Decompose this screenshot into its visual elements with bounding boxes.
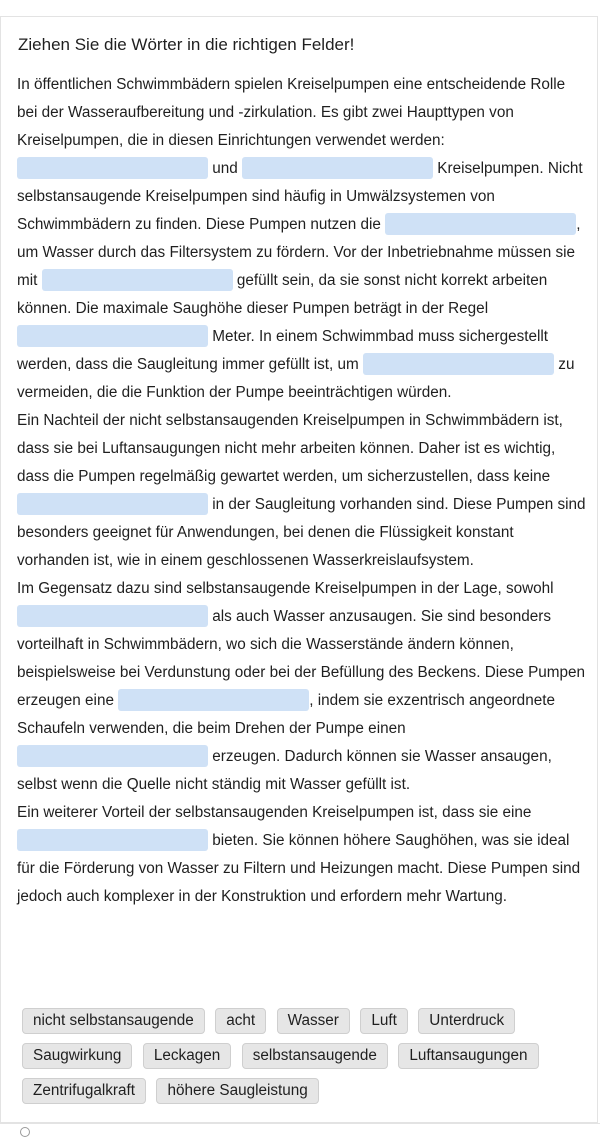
drop-gap-7[interactable]: [17, 493, 208, 515]
drop-gap-1[interactable]: [17, 157, 208, 179]
word-chip-saugwirkung[interactable]: Saugwirkung: [22, 1043, 132, 1069]
drop-gap-4[interactable]: [42, 269, 233, 291]
drop-gap-3[interactable]: [385, 213, 576, 235]
text-segment: Ein weiterer Vorteil der selbstansaugenden Kreiselpumpen ist, dass sie eine: [17, 804, 532, 821]
word-chip-hoehere-saugleistung[interactable]: höhere Saugleistung: [156, 1078, 318, 1104]
drop-gap-9[interactable]: [118, 689, 309, 711]
paragraph-3: [17, 575, 589, 799]
text-segment: bieten. Sie können höhere Saughöhen, was sie ideal für die Förderung von Wasser zu Filtern und Heizungen macht. Diese Pumpen sind jedoch auch komplexer in der Konstruktion und erfordern mehr Wartung.: [17, 832, 581, 905]
text-segment: als auch Wasser anzusaugen. Sie sind besonders vorteilhaft in Schwimmbädern, wo sich die Wasserstände ändern können, beispielsweise bei Verdunstung oder bei der Befüllung des Beckens. Diese Pumpen erzeugen eine: [17, 608, 586, 709]
word-chip-zentrifugalkraft[interactable]: Zentrifugalkraft: [22, 1078, 146, 1104]
paragraph-2: [17, 407, 589, 575]
drop-gap-5[interactable]: [17, 325, 208, 347]
drop-gap-11[interactable]: [17, 829, 208, 851]
word-chip-unterdruck[interactable]: Unterdruck: [418, 1008, 515, 1034]
word-chip-selbstansaugende[interactable]: selbstansaugende: [242, 1043, 388, 1069]
word-chip-wasser[interactable]: Wasser: [277, 1008, 350, 1034]
word-chip-luft[interactable]: Luft: [360, 1008, 408, 1034]
text-segment: gefüllt sein, da sie sonst nicht korrekt arbeiten können. Die maximale Saughöhe dieser Pumpen beträgt in der Regel: [17, 272, 548, 317]
exercise-title: Ziehen Sie die Wörter in die richtigen Felder!: [18, 35, 355, 54]
text-segment: zu vermeiden, die die Funktion der Pumpe beeinträchtigen würden.: [17, 356, 575, 401]
text-segment: Im Gegensatz dazu sind selbstansaugende Kreiselpumpen in der Lage, sowohl: [17, 580, 554, 597]
text-segment: Meter. In einem Schwimmbad muss sichergestellt werden, dass die Saugleitung immer gefüllt ist, um: [17, 328, 549, 373]
word-bank: [22, 1008, 582, 1113]
paragraph-1: [17, 71, 589, 407]
word-chip-nicht-selbstansaugende[interactable]: nicht selbstansaugende: [22, 1008, 205, 1034]
text-segment: Ein Nachteil der nicht selbstansaugenden Kreiselpumpen in Schwimmbädern ist, dass sie bei Luftansaugungen nicht mehr arbeiten können. Daher ist es wichtig, dass die Pumpen regelmäßig gewartet werden, um sicherzustellen, dass keine: [17, 412, 563, 485]
text-segment: Kreiselpumpen. Nicht selbstansaugende Kreiselpumpen sind häufig in Umwälzsystemen von Schwimmbädern zu finden. Diese Pumpen nutzen die: [17, 160, 583, 233]
text-segment: In öffentlichen Schwimmbädern spielen Kreiselpumpen eine entscheidende Rolle bei der Wasseraufbereitung und -zirkulation. Es gibt zwei Haupttypen von Kreiselpumpen, die in diesen Einrichtungen verwendet werden:: [17, 76, 566, 149]
word-chip-acht[interactable]: acht: [215, 1008, 266, 1034]
text-segment: und: [208, 160, 243, 177]
text-segment: , indem sie exzentrisch angeordnete Schaufeln verwenden, die beim Drehen der Pumpe einen: [17, 692, 555, 737]
circle-icon: [20, 1127, 30, 1137]
drop-gap-2[interactable]: [242, 157, 433, 179]
drop-gap-10[interactable]: [17, 745, 208, 767]
divider: [0, 1123, 600, 1124]
drop-gap-8[interactable]: [17, 605, 208, 627]
word-chip-leckagen[interactable]: Leckagen: [143, 1043, 231, 1069]
cloze-text: [17, 71, 589, 911]
drop-gap-6[interactable]: [363, 353, 554, 375]
word-chip-luftansaugungen[interactable]: Luftansaugungen: [398, 1043, 538, 1069]
text-segment: , um Wasser durch das Filtersystem zu fördern. Vor der Inbetriebnahme müssen sie mit: [17, 216, 581, 289]
text-segment: erzeugen. Dadurch können sie Wasser ansaugen, selbst wenn die Quelle nicht ständig mit Wasser gefüllt ist.: [17, 748, 552, 793]
paragraph-4: [17, 799, 589, 911]
text-segment: in der Saugleitung vorhanden sind. Diese Pumpen sind besonders geeignet für Anwendungen, bei denen die Flüssigkeit konstant vorhanden ist, wie in einem geschlossenen Wasserkreislaufsystem.: [17, 496, 586, 569]
